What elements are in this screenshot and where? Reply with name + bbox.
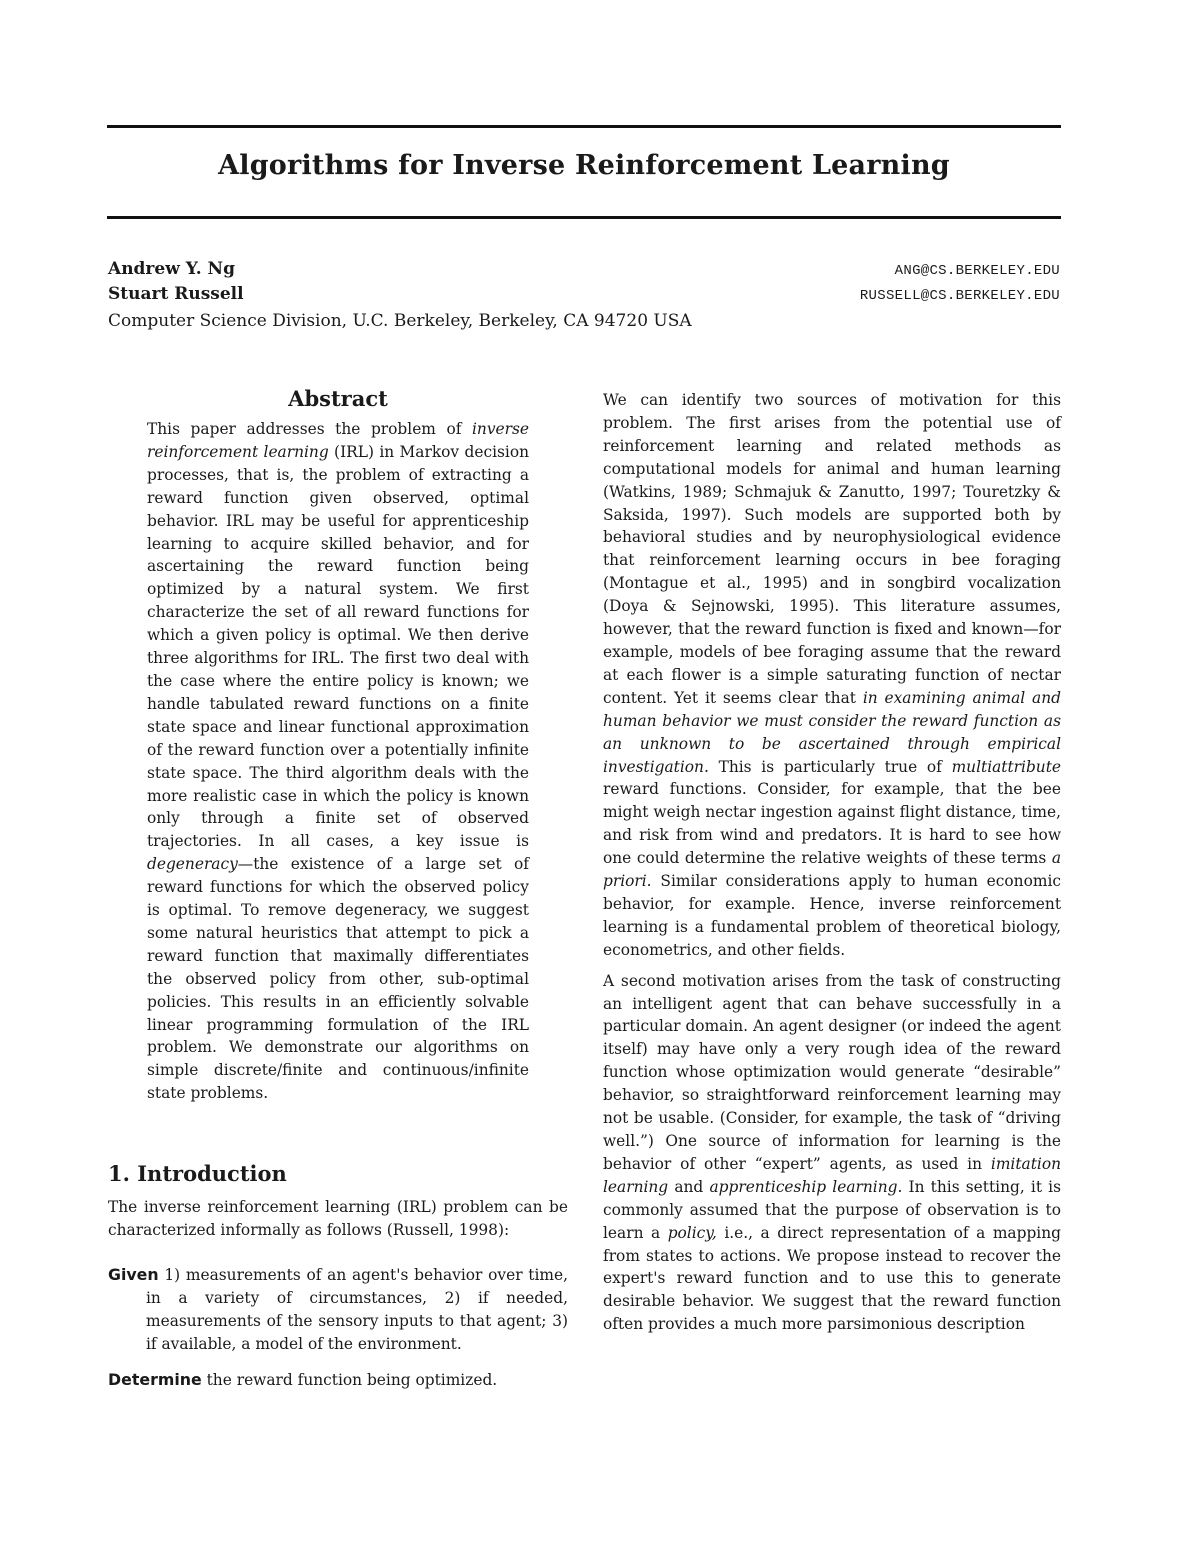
abstract-text-part: This paper addresses the problem of: [147, 420, 472, 438]
body-text: This is particularly true of: [708, 757, 952, 776]
body-text: Similar considerations apply to human economic behavior, for example. Hence, inverse reinforcement learning is a fundamental problem of theoretical biology, econometrics, and other fields.: [603, 872, 1061, 959]
abstract-text-part: (IRL) in Markov decision processes, that is, the problem of extracting a reward function given observed, optimal behavior. IRL may be useful for apprenticeship learning to acquire skilled behavior, and for ascertaining the reward function being optimized by a natural system. We first characterize the set of all reward functions for which a given policy is optimal. We then derive three algorithms for IRL. The first two deal with the case where the entire policy is known; we handle tabulated reward functions on a finite state space and linear functional approximation of the reward function over a potentially infinite state space. The third algorithm deals with the more realistic case in which the policy is known only through a finite set of observed trajectories. In all cases, a key issue is: [147, 442, 529, 851]
abstract-text: [147, 418, 529, 1105]
author-row-1: [108, 259, 1060, 279]
body-emphasis: apprenticeship learning.: [709, 1177, 903, 1196]
definition-term: Given: [108, 1265, 159, 1284]
body-emphasis: a priori.: [603, 849, 1061, 891]
affiliation: Computer Science Division, U.C. Berkeley, Berkeley, CA 94720 USA: [108, 311, 692, 331]
abstract-text-part: —the existence of a large set of reward functions for which the observed policy is optimal. To remove degeneracy, we suggest some natural heuristics that attempt to pick a reward function that maximally differentiates the observed policy from other, sub-optimal policies. This results in an efficiently solvable linear programming formulation of the IRL problem. We demonstrate our algorithms on simple discrete/finite and continuous/infinite state problems.: [147, 855, 529, 1103]
definition-text: the reward function being optimized.: [201, 1371, 498, 1389]
body-text: A second motivation arises from the task of constructing an intelligent agent that can behave successfully in a particular domain. An agent designer (or indeed the agent itself) may have only a very rough idea of the reward function whose optimization would generate “desirable” behavior, so straightforward reinforcement learning may not be usable. (Consider, for example, the task of “driving well.”) One source of information for learning is the behavior of other “expert” agents, as used in: [603, 971, 1061, 1173]
definition-given: [108, 1264, 568, 1356]
abstract-heading: Abstract: [288, 386, 388, 411]
body-paragraph-2: [603, 970, 1061, 1337]
body-text: We can identify two sources of motivation for this problem. The first arises from the potential use of reinforcement learning and related methods as computational models for animal and human learning (Watkins, 1989; Schmajuk & Zanutto, 1997; Touretzky & Saksida, 1997). Such models are supported both by behavioral studies and by neurophysiological evidence that reinforcement learning occurs in bee foraging (Montague et al., 1995) and in songbird vocalization (Doya & Sejnowski, 1995). This literature assumes, however, that the reward function is fixed and known—for example, models of bee foraging assume that the reward at each flower is a simple saturating function of nectar content. Yet it seems clear that: [603, 391, 1061, 707]
title-rule-top: [107, 125, 1061, 128]
body-text: In this setting, it is commonly assumed that the purpose of observation is to learn a: [603, 1177, 1061, 1242]
section-heading-introduction: 1. Introduction: [108, 1161, 287, 1186]
abstract-emphasis: inverse reinforcement learning: [147, 420, 529, 461]
body-emphasis: policy,: [667, 1223, 717, 1242]
author-email-1: ANG@CS.BERKELEY.EDU: [894, 263, 1060, 279]
title-rule-bottom: [107, 216, 1061, 219]
body-text: reward functions. Consider, for example, that the bee might weigh nectar ingestion against flight distance, time, and risk from wind and predators. It is hard to see how one could determine the relative weights of these terms: [603, 780, 1061, 868]
body-text: i.e., a direct representation of a mapping from states to actions. We propose instead to recover the expert's reward function and to use this to generate desirable behavior. We suggest that the reward function often provides a much more parsimonious description: [603, 1223, 1061, 1334]
body-emphasis: in examining animal and human behavior we must consider the reward function as an unknown to be ascertained through empirical investigation.: [603, 688, 1061, 776]
abstract-emphasis: degeneracy: [147, 855, 238, 874]
body-text: and: [668, 1177, 710, 1196]
right-column: [603, 389, 1061, 1344]
author-name-2: Stuart Russell: [108, 284, 244, 304]
author-row-2: [108, 284, 1060, 304]
body-paragraph-1: [603, 389, 1061, 962]
body-emphasis: imitation learning: [603, 1154, 1061, 1196]
body-emphasis: multiattribute: [951, 757, 1061, 776]
definition-text: 1) measurements of an agent's behavior over time, in a variety of circumstances, 2) if needed, measurements of the sensory inputs to that agent; 3) if available, a model of the environment.: [146, 1266, 568, 1353]
author-email-2: RUSSELL@CS.BERKELEY.EDU: [859, 288, 1060, 304]
intro-paragraph: The inverse reinforcement learning (IRL) problem can be characterized informally as follows (Russell, 1998):: [108, 1198, 568, 1239]
paper-title: Algorithms for Inverse Reinforcement Learning: [218, 150, 950, 181]
definition-determine: [108, 1369, 568, 1392]
definition-term: Determine: [108, 1370, 202, 1389]
author-name-1: Andrew Y. Ng: [108, 259, 235, 279]
